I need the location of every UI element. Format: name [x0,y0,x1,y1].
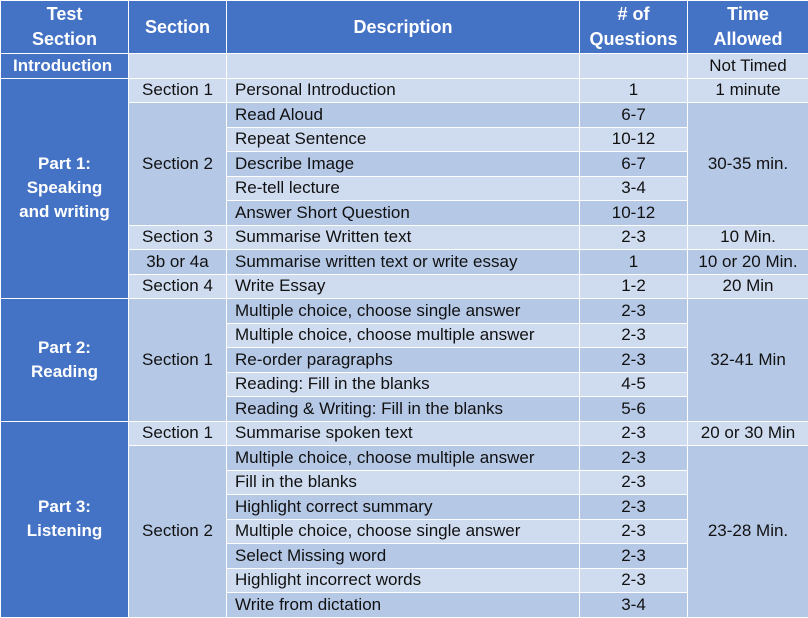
questions-cell: 2-3 [580,323,688,348]
header-section: Section [129,1,227,54]
description-cell: Re-order paragraphs [227,348,580,373]
part-2-label-line1: Part 2: [5,336,124,360]
section-cell: Section 2 [129,446,227,618]
questions-cell: 1 [580,78,688,103]
questions-cell: 3-4 [580,176,688,201]
header-num-questions-line2: Questions [580,27,687,52]
description-cell: Write from dictation [227,593,580,618]
description-cell: Multiple choice, choose multiple answer [227,323,580,348]
description-cell: Summarise Written text [227,225,580,250]
section-cell: Section 1 [129,421,227,446]
questions-cell: 6-7 [580,152,688,177]
introduction-section-empty [129,54,227,79]
section-cell: Section 2 [129,103,227,226]
part-1-label [1,78,129,299]
questions-cell: 2-3 [580,421,688,446]
table-row [1,421,808,446]
time-cell: 20 Min [688,274,808,299]
description-cell: Repeat Sentence [227,127,580,152]
questions-cell: 10-12 [580,201,688,226]
part-3-label-line1: Part 3: [5,495,124,519]
header-time-allowed-line2: Allowed [688,27,808,52]
section-cell: 3b or 4a [129,250,227,275]
time-cell: 30-35 min. [688,103,808,226]
table-row [1,78,808,103]
questions-cell: 2-3 [580,470,688,495]
description-cell: Reading & Writing: Fill in the blanks [227,397,580,422]
questions-cell: 6-7 [580,103,688,128]
questions-cell: 1-2 [580,274,688,299]
description-cell: Select Missing word [227,544,580,569]
part-1-label-line3: and writing [5,200,124,224]
questions-cell: 2-3 [580,348,688,373]
description-cell: Describe Image [227,152,580,177]
section-cell: Section 1 [129,78,227,103]
description-cell: Re-tell lecture [227,176,580,201]
description-cell: Multiple choice, choose single answer [227,519,580,544]
description-cell: Answer Short Question [227,201,580,226]
questions-cell: 10-12 [580,127,688,152]
introduction-questions-empty [580,54,688,79]
questions-cell: 5-6 [580,397,688,422]
questions-cell: 2-3 [580,225,688,250]
time-cell: 1 minute [688,78,808,103]
questions-cell: 2-3 [580,495,688,520]
header-num-questions-line1: # of [580,2,687,27]
description-cell: Write Essay [227,274,580,299]
description-cell: Summarise written text or write essay [227,250,580,275]
description-cell: Multiple choice, choose single answer [227,299,580,324]
introduction-label: Introduction [1,54,129,79]
time-cell: 20 or 30 Min [688,421,808,446]
questions-cell: 2-3 [580,299,688,324]
part-3-label [1,421,129,617]
section-cell: Section 4 [129,274,227,299]
header-test-section-line2: Section [1,27,128,52]
header-test-section-line1: Test [1,2,128,27]
part-1-label-line1: Part 1: [5,152,124,176]
description-cell: Personal Introduction [227,78,580,103]
questions-cell: 2-3 [580,568,688,593]
header-row [1,1,808,54]
part-2-label [1,299,129,422]
description-cell: Read Aloud [227,103,580,128]
questions-cell: 2-3 [580,446,688,471]
questions-cell: 1 [580,250,688,275]
introduction-description-empty [227,54,580,79]
time-cell: 10 Min. [688,225,808,250]
header-description: Description [227,1,580,54]
part-2-label-line2: Reading [5,360,124,384]
header-time-allowed [688,1,808,54]
description-cell: Multiple choice, choose multiple answer [227,446,580,471]
description-cell: Highlight incorrect words [227,568,580,593]
section-cell: Section 3 [129,225,227,250]
header-test-section [1,1,129,54]
time-cell: 23-28 Min. [688,446,808,618]
description-cell: Highlight correct summary [227,495,580,520]
section-cell: Section 1 [129,299,227,422]
table-row [1,299,808,324]
time-cell: 32-41 Min [688,299,808,422]
description-cell: Summarise spoken text [227,421,580,446]
introduction-row [1,54,808,79]
description-cell: Reading: Fill in the blanks [227,372,580,397]
questions-cell: 2-3 [580,519,688,544]
questions-cell: 4-5 [580,372,688,397]
header-num-questions [580,1,688,54]
part-3-label-line2: Listening [5,519,124,543]
questions-cell: 3-4 [580,593,688,618]
header-time-allowed-line1: Time [688,2,808,27]
description-cell: Fill in the blanks [227,470,580,495]
time-cell: 10 or 20 Min. [688,250,808,275]
introduction-time: Not Timed [688,54,808,79]
questions-cell: 2-3 [580,544,688,569]
part-1-label-line2: Speaking [5,176,124,200]
